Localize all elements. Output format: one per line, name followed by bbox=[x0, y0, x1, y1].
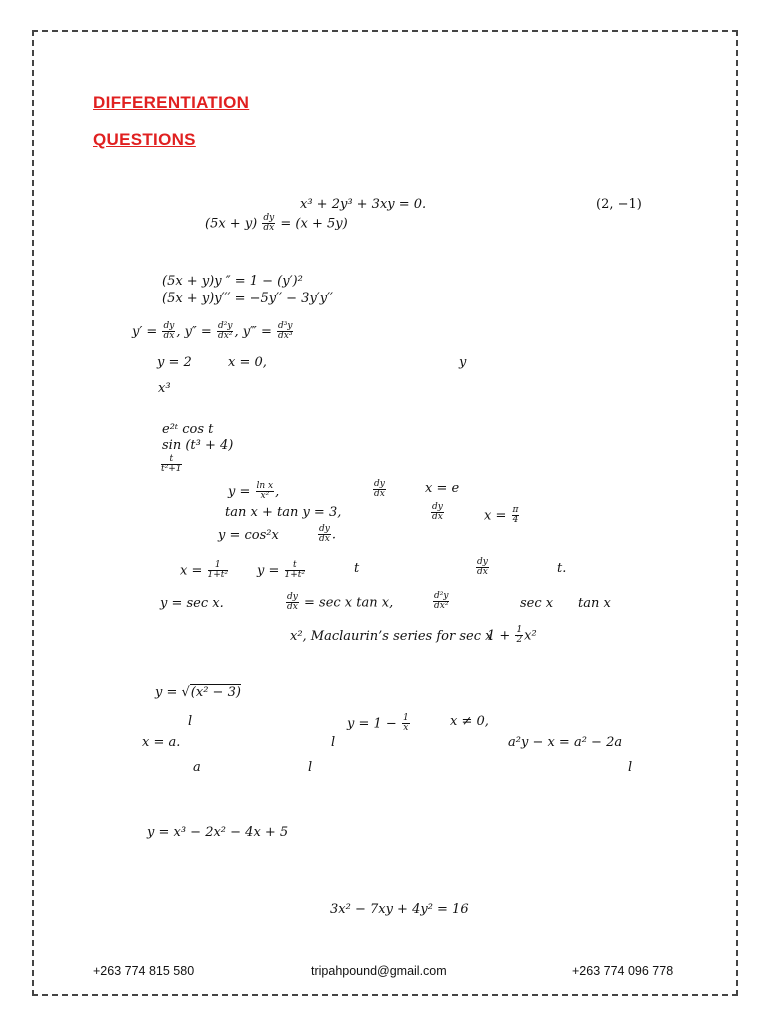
sec-x: sec x bbox=[520, 596, 554, 611]
implicit-derivative-equation: (5x + y) $\frac{dy}{dx}$ = (x + 5y) bbox=[205, 213, 348, 234]
derivative-notation: y′ = $\frac{dy}{dx}$ , y″ = $\frac{\text{d²y}}{\text{dx²}}$ , y‴ = $\frac{\text{d³y}}{\text{dx³}}$ bbox=[132, 321, 293, 342]
page-border bbox=[32, 30, 738, 996]
cubic-function: y = x³ − 2x² − 4x + 5 bbox=[147, 825, 289, 840]
tan-x: tan x bbox=[578, 596, 611, 611]
dydx-label: $\frac{dy}{dx}$ bbox=[477, 557, 488, 578]
footer-email[interactable]: tripahpound@gmail.com bbox=[311, 964, 447, 978]
variable-y: y bbox=[459, 355, 467, 370]
x-cubed-term: x³ bbox=[158, 381, 171, 396]
dydx-label: $\frac{dy}{dx}$ . bbox=[319, 524, 336, 545]
line-l: l bbox=[308, 760, 313, 775]
curve-equation: x³ + 2y³ + 3xy = 0. bbox=[300, 197, 427, 212]
parametric-y: y = $\frac{t}{\text{1+t²}}$ bbox=[257, 560, 306, 581]
function-sine: sin (t³ + 4) bbox=[162, 438, 234, 453]
variable-a: a bbox=[193, 760, 201, 775]
cos-squared-function: y = cos²x bbox=[218, 528, 279, 543]
condition-y: y = 2 bbox=[157, 355, 192, 370]
second-derivative-equation: (5x + y)y ″ = 1 − (y′)² bbox=[162, 274, 303, 289]
page-subtitle: QUESTIONS bbox=[93, 130, 196, 149]
x-equals-e: x = e bbox=[425, 481, 460, 496]
parametric-x: x = $\frac{1}{\text{1+t²}}$ bbox=[180, 560, 228, 581]
dydx-fraction: $\frac{dy}{dx}$ bbox=[263, 213, 275, 234]
variable-t: t bbox=[354, 561, 360, 576]
line-l: l bbox=[188, 714, 193, 729]
sec-derivative: $\frac{dy}{dx}$ = sec x tan x, bbox=[287, 592, 394, 613]
dydx-label: $\frac{dy}{dx}$ bbox=[374, 479, 385, 500]
x-equals-a: x = a. bbox=[142, 735, 181, 750]
footer-phone-left: +263 774 815 580 bbox=[93, 964, 195, 978]
x-equals-pi-over-4: x = $\frac{\pi}{4}$ bbox=[484, 505, 519, 526]
function-exp-cos: e²ᵗ cos t bbox=[162, 422, 214, 437]
x-not-zero: x ≠ 0, bbox=[450, 714, 489, 729]
log-function: y = $\frac{\text{ln x}}{\text{x²}}$ , bbox=[228, 481, 280, 502]
hyperbola-function: y = 1 − $\frac{1}{x}$ bbox=[347, 713, 409, 734]
a-equation: a²y − x = a² − 2a bbox=[508, 735, 623, 750]
function-rational: $\frac{t}{\text{t²+1}}$ bbox=[161, 454, 182, 475]
tan-equation: tan x + tan y = 3, bbox=[225, 505, 342, 520]
dydx-label: $\frac{dy}{dx}$ bbox=[432, 502, 443, 523]
conic-equation: 3x² − 7xy + 4y² = 16 bbox=[330, 902, 469, 917]
second-derivative-label: $\frac{\text{d²y}}{\text{dx²}}$ bbox=[434, 591, 449, 612]
variable-t-end: t. bbox=[557, 561, 567, 576]
point-coordinates: (2, −1) bbox=[596, 197, 642, 212]
line-l: l bbox=[331, 735, 336, 750]
footer-phone-right: +263 774 096 778 bbox=[572, 964, 674, 978]
condition-x: x = 0, bbox=[228, 355, 267, 370]
third-derivative-equation: (5x + y)y′′′ = −5y′′ − 3y′y′′ bbox=[162, 291, 333, 306]
maclaurin-text: x², Maclaurin’s series for sec x bbox=[290, 629, 493, 644]
sec-function: y = sec x. bbox=[160, 596, 224, 611]
page-title: DIFFERENTIATION bbox=[93, 93, 250, 112]
sqrt-function: y = √(x² − 3) bbox=[155, 685, 241, 700]
line-l: l bbox=[628, 760, 633, 775]
maclaurin-approximation: 1 + $\frac{1}{2}$ x² bbox=[487, 625, 537, 646]
